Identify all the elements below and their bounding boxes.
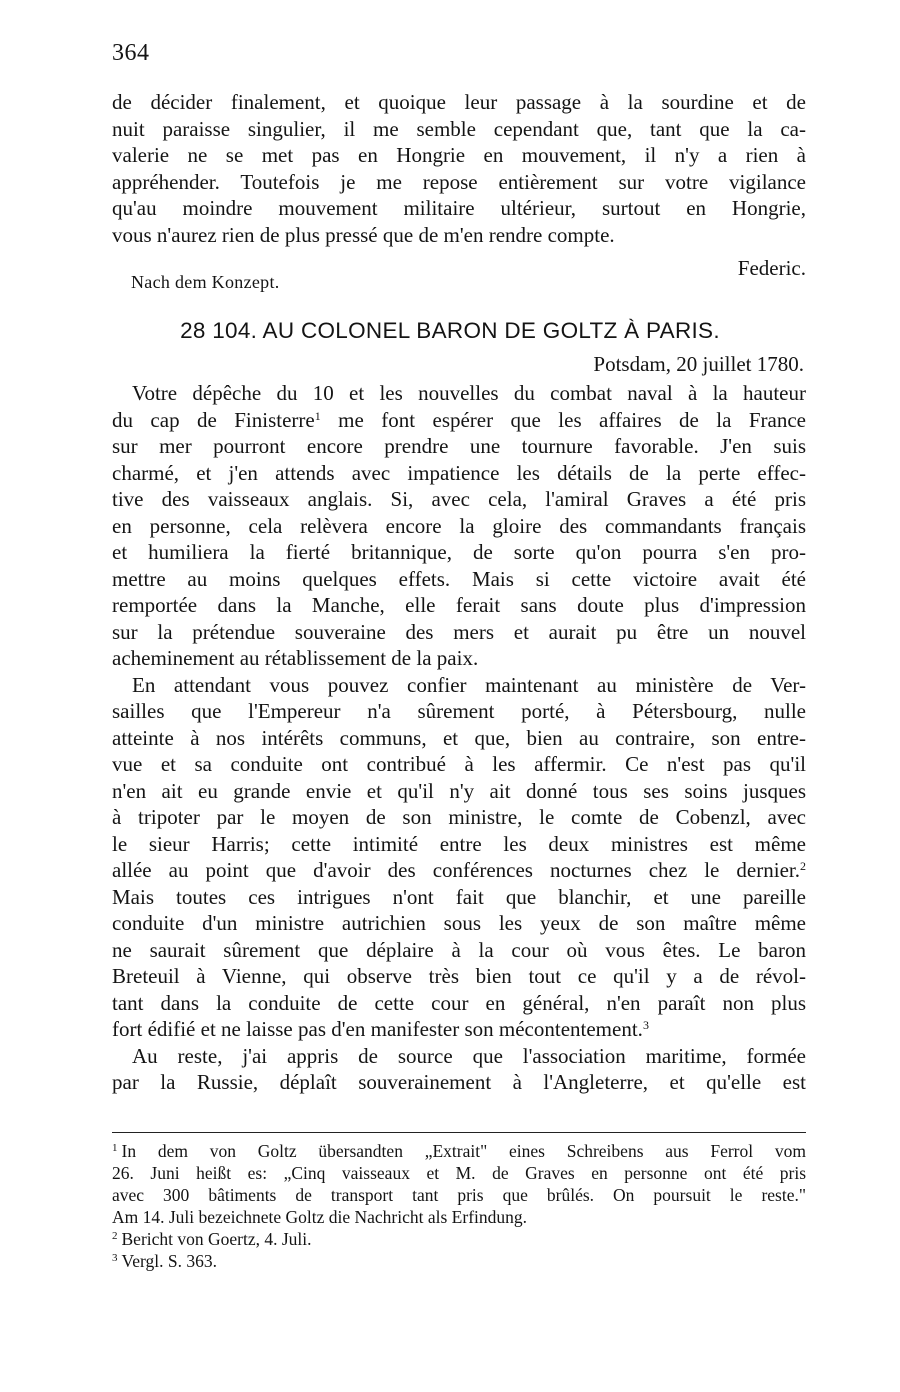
footnote-mark: 2: [112, 1230, 118, 1242]
text-line: acheminement au rétablissement de la paix.: [112, 646, 479, 670]
text-line: sur la prétendue souveraine des mers et aurait pu être un nouvel: [112, 619, 806, 644]
text-line: sailles que l'Empereur n'a sûrement porté, à Pétersbourg, nulle: [112, 699, 806, 723]
footnote-line: 26. Juni heißt es: „Cinq vaisseaux et M. de Graves en personne ont été pris: [112, 1163, 806, 1183]
footnote-text: Bericht von Goertz, 4. Juli.: [121, 1229, 312, 1249]
footnote-3: [112, 1250, 806, 1272]
text-line: qu'au moindre mouvement militaire ultérieur, surtout en Hongrie,: [112, 196, 806, 220]
footnote-2: [112, 1228, 806, 1250]
footnote-ref[interactable]: 1: [314, 408, 321, 423]
text-line: et humiliera la fierté britannique, de sorte qu'on pourra s'en pro-: [112, 540, 806, 564]
text-line: en personne, cela relèvera encore la gloire des commandants français: [112, 513, 806, 538]
text-segment: me font espérer que les affaires de la France: [320, 407, 806, 432]
signature: Federic.: [737, 256, 806, 280]
text-line: n'en ait eu grande envie et qu'il n'y ait donné tous ses soins jusques: [112, 778, 806, 803]
text-segment: du cap de Finisterre: [112, 407, 315, 432]
text-segment: fort édifié et ne laisse pas d'en manifester son mécontentement.: [112, 1017, 643, 1041]
text-line: sur mer pourront encore prendre une tournure favorable. J'en suis: [112, 434, 806, 458]
paragraph-2: [112, 672, 806, 1043]
text-line: par la Russie, déplaît souverainement à l'Angleterre, et qu'elle est: [112, 1070, 806, 1094]
text-line-with-footnote: [112, 1016, 806, 1043]
text-line: valerie ne se met pas en Hongrie en mouvement, il n'y a rien à: [112, 143, 806, 167]
text-line: Au reste, j'ai appris de source que l'association maritime, formée: [132, 1043, 806, 1068]
text-line: vue et sa conduite ont contribué à les affermir. Ce n'est pas qu'il: [112, 752, 806, 776]
text-segment: allée au point que d'avoir des conférences nocturnes chez le dernier.: [112, 858, 800, 882]
footnote-line: [112, 1250, 806, 1272]
continuation-paragraph: [112, 89, 806, 248]
text-line: mettre au moins quelques effets. Mais si cette victoire avait été: [112, 566, 806, 591]
footnotes: [112, 1140, 806, 1272]
footnote-mark: 3: [112, 1252, 118, 1264]
source-note: Nach dem Konzept.: [131, 272, 280, 292]
text-line: nuit paraisse singulier, il me semble cependant que, tant que la ca-: [112, 116, 806, 141]
text-line: atteinte à nos intérêts communs, et que, bien au contraire, son entre-: [112, 725, 806, 750]
text-line: de décider finalement, et quoique leur passage à la sourdine et de: [112, 90, 806, 114]
footnote-text: Vergl. S. 363.: [121, 1251, 217, 1271]
footnote-ref[interactable]: 2: [800, 859, 806, 873]
footnote-line: avec 300 bâtiments de transport tant pris que brûlés. On poursuit le reste.": [112, 1185, 806, 1205]
footnote-ref[interactable]: 3: [642, 1018, 649, 1032]
text-line: conduite d'un ministre autrichien sous les yeux de son maître même: [112, 911, 806, 935]
text-line-with-footnote: [112, 407, 806, 434]
text-line: à tripoter par le moyen de son ministre, le comte de Cobenzl, avec: [112, 805, 806, 829]
text-line: Mais toutes ces intrigues n'ont fait que blanchir, et une pareille: [112, 884, 806, 909]
footnote-1: [112, 1140, 806, 1228]
text-line: appréhender. Toutefois je me repose entièrement sur votre vigilance: [112, 169, 806, 194]
footnote-text: In dem von Goltz übersandten „Extrait" eines Schreibens aus Ferrol vom: [121, 1141, 806, 1161]
letter-body: [112, 380, 806, 1096]
text-line: charmé, et j'en attends avec impatience les détails de la perte effec-: [112, 460, 806, 485]
text-line: Votre dépêche du 10 et les nouvelles du combat naval à la hauteur: [132, 381, 806, 405]
page-number: 364: [112, 40, 150, 66]
text-line: le sieur Harris; cette intimité entre les deux ministres est même: [112, 831, 806, 856]
text-line: tive des vaisseaux anglais. Si, avec cela, l'amiral Graves a été pris: [112, 487, 806, 511]
text-line-with-footnote: [112, 857, 806, 884]
text-line: tant dans la conduite de cette cour en général, n'en paraît non plus: [112, 990, 806, 1015]
paragraph-3: [112, 1043, 806, 1096]
letter-dateline: Potsdam, 20 juillet 1780.: [593, 352, 804, 376]
text-line: ne saurait sûrement que déplaire à la cour où vous êtes. Le baron: [112, 937, 806, 962]
paragraph-1: [112, 380, 806, 672]
footnote-line: [112, 1140, 806, 1162]
footnote-line: [112, 1228, 806, 1250]
footnote-divider: [112, 1132, 806, 1133]
text-line: vous n'aurez rien de plus pressé que de m'en rendre compte.: [112, 222, 615, 247]
text-line: En attendant vous pouvez confier maintenant au ministère de Ver-: [132, 672, 806, 697]
text-line: Breteuil à Vienne, qui observe très bien tout ce qu'il y a de révol-: [112, 964, 806, 988]
letter-heading: 28 104. AU COLONEL BARON DE GOLTZ À PARIS.: [180, 318, 720, 343]
footnote-line: Am 14. Juli bezeichnete Goltz die Nachricht als Erfindung.: [112, 1207, 528, 1227]
footnote-mark: 1: [112, 1142, 118, 1154]
text-line: remportée dans la Manche, elle ferait sans doute plus d'impression: [112, 593, 806, 617]
